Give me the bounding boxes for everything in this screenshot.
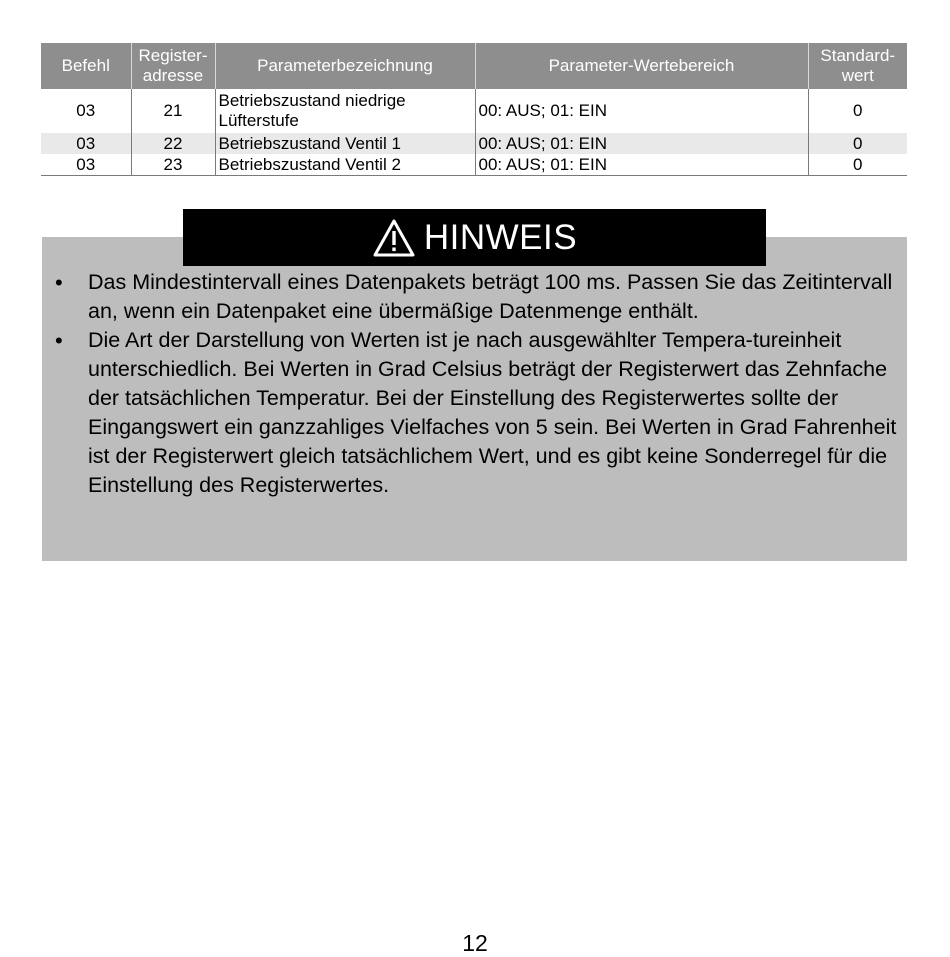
header-registeradresse — [131, 43, 215, 89]
parameter-table — [41, 43, 907, 176]
cell-registeradresse: 21 — [131, 89, 215, 133]
notice-item-text: Die Art der Darstellung von Werten ist je nach ausgewählter Tempera-tureinheit unterschiedlich. Bei Werten in Grad Celsius beträgt der Registerwert das Zehnfache der tatsächlichen Temperatur. Bei der Einstellung des Registerwertes sollte der Eingangswert ein ganzzahliges Vielfaches von 5 sein. Bei Werten in Grad Fahrenheit ist der Registerwert gleich tatsächlichem Wert, und es gibt keine Sonderregel für die Einstellung des Registerwertes. — [88, 328, 897, 497]
cell-parameterbezeichnung: Betriebszustand Ventil 2 — [215, 154, 475, 176]
header-parameterbezeichnung: Parameterbezeichnung — [215, 43, 475, 89]
notice-header — [183, 209, 766, 266]
header-standardwert-line1: Standard- — [820, 46, 896, 65]
table-row — [41, 154, 907, 176]
notice-item-text: Das Mindestintervall eines Datenpakets beträgt 100 ms. Passen Sie das Zeitintervall an, wenn ein Datenpaket eine übermäßige Datenmenge enthält. — [88, 270, 893, 323]
cell-befehl: 03 — [41, 133, 131, 154]
cell-parameterbezeichnung: Betriebszustand Ventil 1 — [215, 133, 475, 154]
table-header-row — [41, 43, 907, 89]
page-number: 12 — [462, 930, 488, 956]
cell-standardwert: 0 — [808, 89, 907, 133]
header-standardwert-line2: wert — [841, 66, 874, 85]
cell-registeradresse: 23 — [131, 154, 215, 176]
notice-list — [52, 268, 897, 500]
cell-wertebereich: 00: AUS; 01: EIN — [475, 89, 808, 133]
bullet-icon: • — [55, 328, 63, 353]
header-registeradresse-line2: adresse — [142, 66, 204, 85]
cell-wertebereich: 00: AUS; 01: EIN — [475, 133, 808, 154]
bullet-icon: • — [55, 270, 63, 295]
notice-title: HINWEIS — [423, 217, 578, 257]
header-befehl: Befehl — [41, 43, 131, 89]
header-registeradresse-line1: Register- — [138, 46, 208, 65]
cell-wertebereich: 00: AUS; 01: EIN — [475, 154, 808, 176]
cell-standardwert: 0 — [808, 133, 907, 154]
cell-befehl: 03 — [76, 101, 96, 120]
cell-standardwert: 0 — [808, 154, 907, 176]
table-row — [41, 133, 907, 154]
notice-item — [52, 268, 897, 326]
header-standardwert — [808, 43, 907, 89]
header-wertebereich: Parameter-Wertebereich — [475, 43, 808, 89]
cell-registeradresse: 22 — [131, 133, 215, 154]
warning-triangle-icon — [372, 218, 416, 258]
cell-parameterbezeichnung: Betriebszustand niedrige Lüfterstufe — [215, 89, 475, 133]
cell-befehl: 03 — [41, 154, 131, 176]
table-row — [41, 89, 907, 133]
notice-item — [52, 326, 897, 500]
